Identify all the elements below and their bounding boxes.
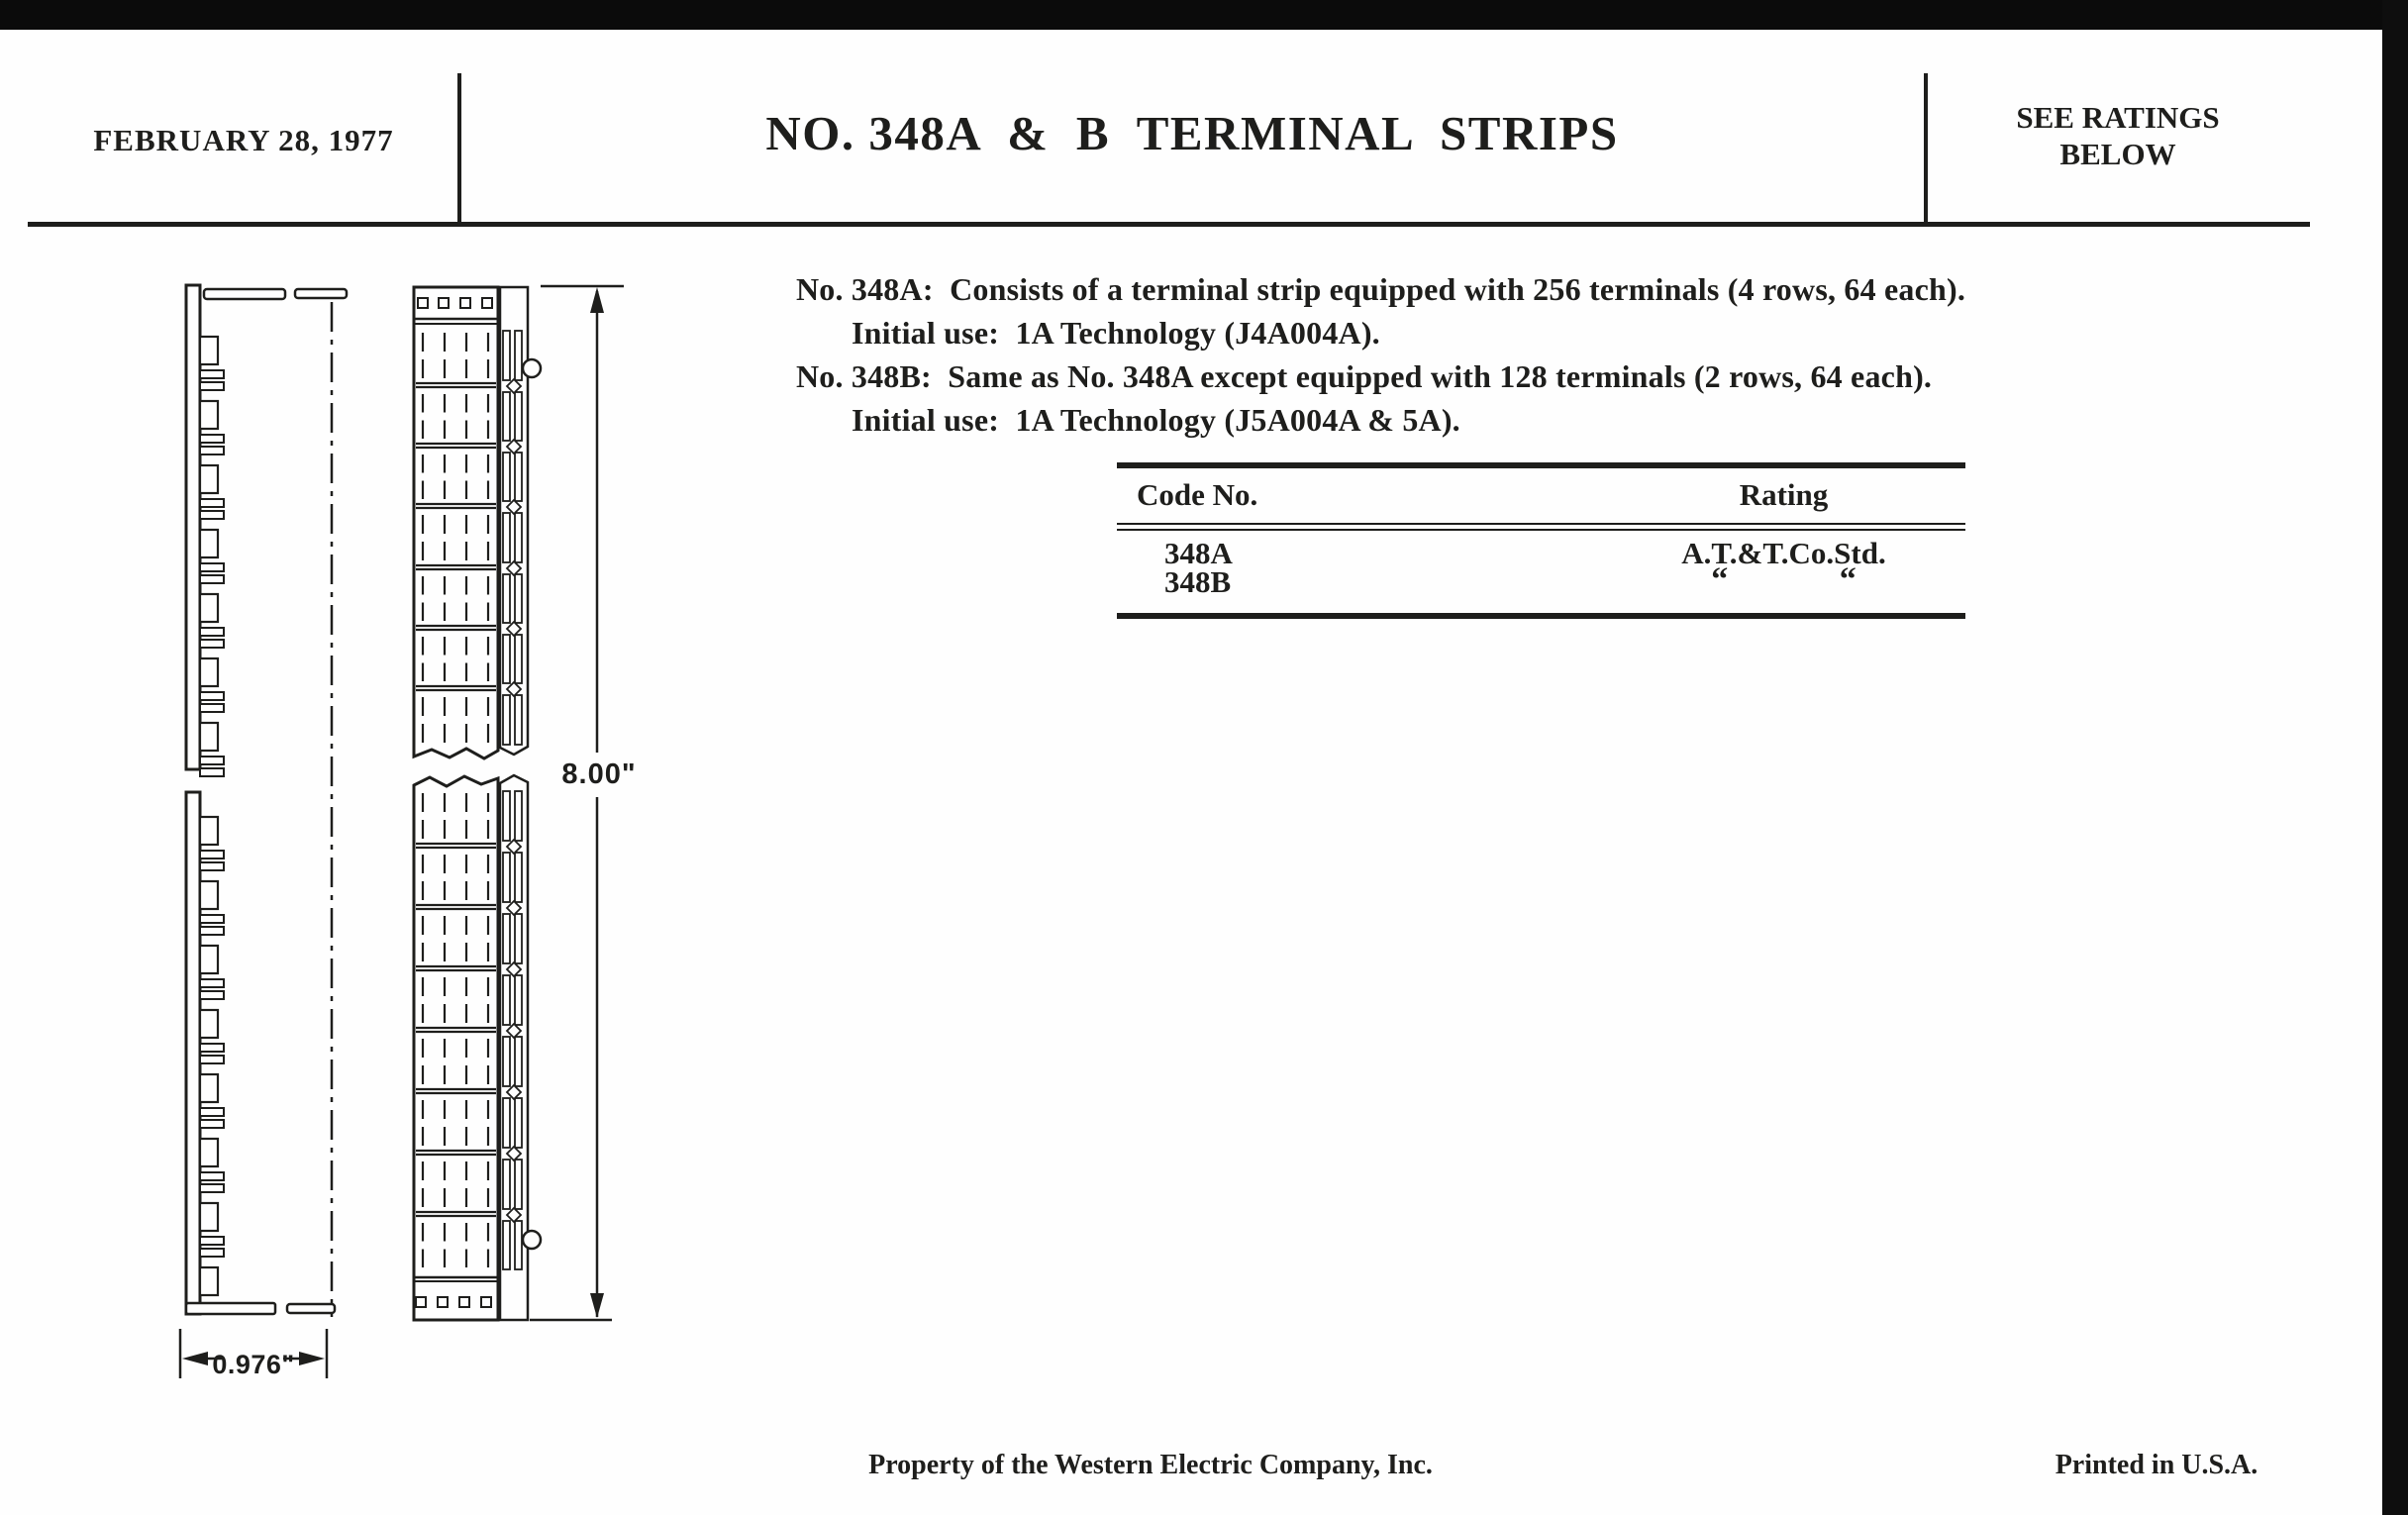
table-row-348b <box>1117 561 1965 599</box>
table-header-code: Code No. <box>1137 477 1258 512</box>
scan-artifact-right-bar <box>2382 0 2408 1515</box>
table-rule-bottom <box>1117 613 1965 619</box>
header-divider-left <box>457 73 461 225</box>
document-date: FEBRUARY 28, 1977 <box>93 123 394 157</box>
side-profile-view <box>186 285 347 1317</box>
description-line-348a: No. 348A: Consists of a terminal strip equipped with 256 terminals (4 rows, 64 each). <box>796 271 1966 307</box>
table-cell-code: 348B <box>1164 564 1232 599</box>
description-line-348b-use: Initial use: 1A Technology (J5A004A & 5A). <box>852 402 1460 438</box>
page-title: NO. 348A & B TERMINAL STRIPS <box>765 106 1619 160</box>
ratings-table <box>1117 462 1965 619</box>
header-divider-right <box>1924 73 1928 225</box>
width-dimension-label: 0.976" <box>212 1350 295 1379</box>
height-dimension-label: 8.00" <box>561 758 637 790</box>
table-body <box>1117 531 1965 613</box>
header-rule <box>28 222 2310 227</box>
description-line-348b: No. 348B: Same as No. 348A except equipped with 128 terminals (2 rows, 64 each). <box>796 358 1933 394</box>
ratings-note-line1: SEE RATINGS <box>2016 100 2220 135</box>
description-block <box>796 267 1965 442</box>
front-view <box>414 287 541 1320</box>
terminal-strip-drawing <box>139 277 673 1406</box>
ratings-note-line2: BELOW <box>2059 137 2176 171</box>
table-rule-header <box>1117 523 1965 531</box>
table-cell-rating-ditto: “ “ <box>1711 561 1856 598</box>
description-line-348a-use: Initial use: 1A Technology (J4A004A). <box>852 315 1380 351</box>
ratings-note <box>1925 99 2311 172</box>
scan-artifact-top-bar <box>0 0 2408 30</box>
height-dimension <box>530 286 624 1320</box>
table-cell-code: 348A <box>1164 536 1233 570</box>
table-cell-rating: A.T.&T.Co.Std. <box>1681 536 1886 570</box>
table-header-row <box>1117 468 1965 523</box>
footer-property-note: Property of the Western Electric Company, Inc. <box>868 1450 1433 1480</box>
table-header-rating: Rating <box>1739 477 1829 512</box>
footer-printed-note: Printed in U.S.A. <box>2055 1450 2258 1480</box>
